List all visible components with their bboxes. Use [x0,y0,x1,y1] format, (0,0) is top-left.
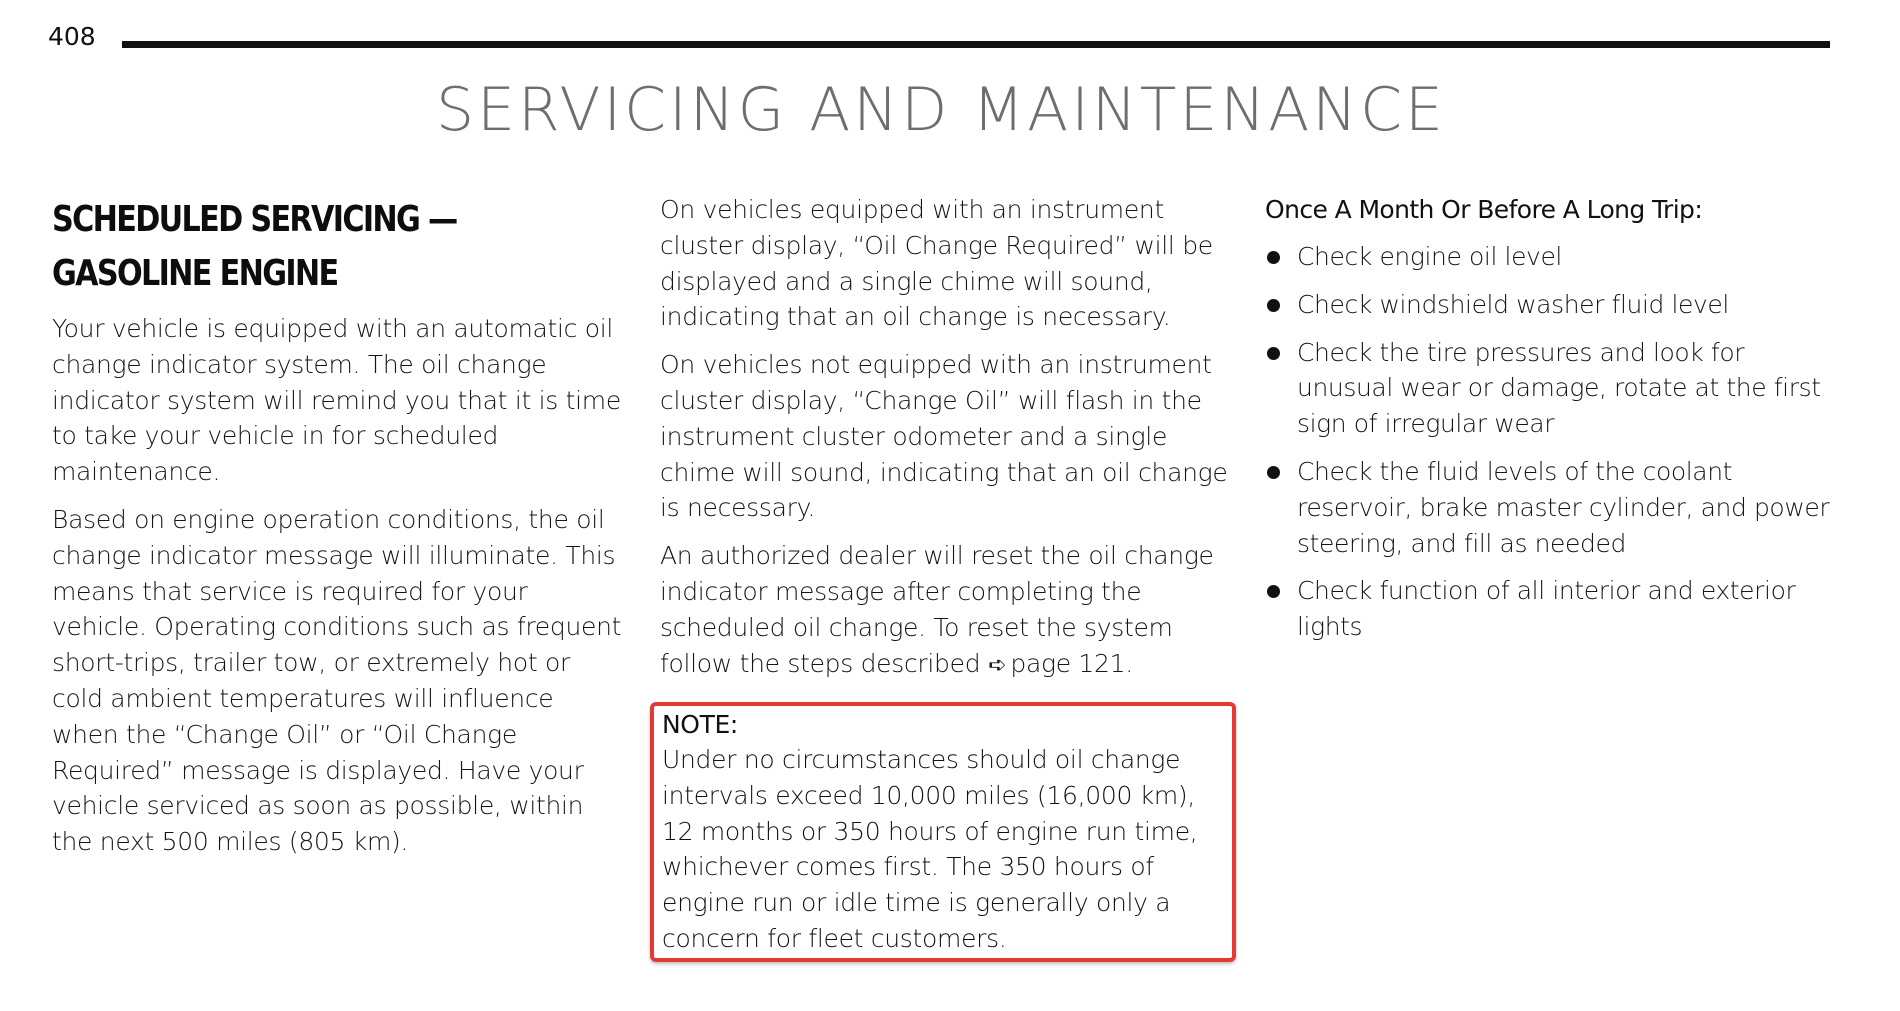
arrow-right-icon: ➪ [988,652,1007,678]
monthly-checks-heading: Once A Month Or Before A Long Trip: [1265,195,1703,224]
column-indicator-details [660,192,1240,695]
note-label: NOTE: [662,710,738,739]
paragraph-dealer-reset [660,538,1240,683]
column-scheduled-servicing [52,193,627,872]
list-item [1265,573,1840,645]
paragraph-indicator-system: Your vehicle is equipped with an automatic oil change indicator system. The oil change indicator system will remind you that it is time to take your vehicle in for scheduled maintenance. [52,314,621,487]
bullet-icon [1267,299,1280,312]
paragraph-without-cluster-display: On vehicles not equipped with an instrument cluster display, “Change Oil” will flash in the instrument cluster odometer and a single chime will sound, indicating that an oil change is necessary. [660,350,1228,523]
list-item [1265,454,1840,561]
list-item-text: Check the tire pressures and look for unusual wear or damage, rotate at the first sign of irregular wear [1297,337,1821,439]
column-monthly-checks [1265,192,1840,657]
list-item-text: Check function of all interior and exterior lights [1297,576,1796,642]
list-item-text: Check windshield washer fluid level [1297,289,1729,319]
dealer-reset-text: An authorized dealer will reset the oil change indicator message after completing the scheduled oil change. To reset the system follow the steps described [660,541,1214,678]
page-number: 408 [48,22,96,51]
bullet-icon [1267,347,1280,360]
header-rule [122,41,1830,48]
scheduled-servicing-heading: SCHEDULED SERVICING — GASOLINE ENGINE [52,199,457,294]
page-reference-link[interactable]: page 121. [1010,648,1133,678]
note-box [650,702,1236,962]
note-text: Under no circumstances should oil change intervals exceed 10,000 miles (16,000 km), 12 months or 350 hours of engine run time, whichever comes first. The 350 hours of engine run or idle time is generally only a concern for fleet customers. [662,745,1198,953]
list-item [1265,239,1840,275]
list-item [1265,287,1840,323]
bullet-icon [1267,585,1280,598]
paragraph-operating-conditions: Based on engine operation conditions, the oil change indicator message will illuminate. This means that service is required for your vehicle. Operating conditions such as frequent short-trips, trailer tow, or extremely hot or cold ambient temperatures will influence when the “Change Oil” or “Oil Change Required” message is displayed. Have your vehicle serviced as soon as possible, within the next 500 miles (805 km). [52,504,622,857]
monthly-checks-list [1265,239,1840,645]
bullet-icon [1267,251,1280,264]
paragraph-with-cluster-display: On vehicles equipped with an instrument cluster display, “Oil Change Required” will be displayed and a single chime will sound, indicating that an oil change is necessary. [660,195,1213,332]
list-item-text: Check the fluid levels of the coolant reservoir, brake master cylinder, and power steering, and fill as needed [1297,456,1830,558]
list-item [1265,335,1840,442]
list-item-text: Check engine oil level [1297,242,1562,271]
section-title: SERVICING AND MAINTENANCE [436,75,1446,145]
bullet-icon [1267,466,1280,479]
